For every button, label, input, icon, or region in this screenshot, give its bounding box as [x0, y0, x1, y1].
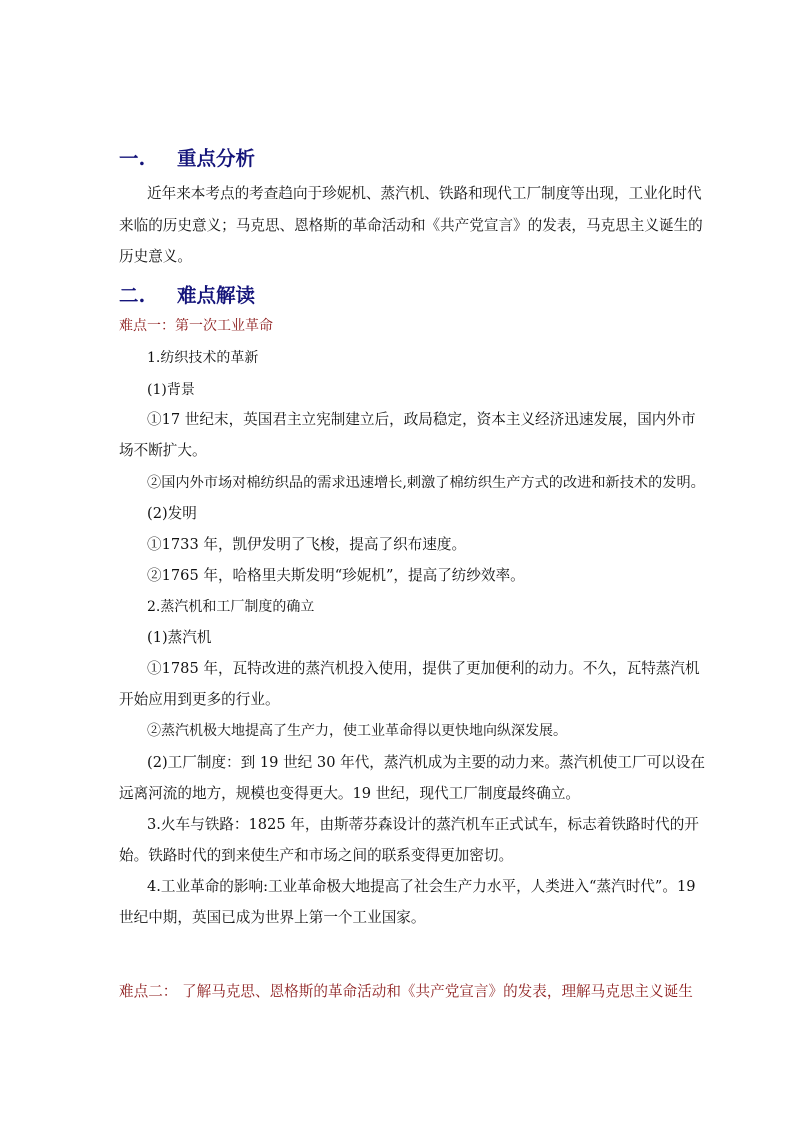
intro-line: 近年来本考点的考查趋向于珍妮机、蒸汽机、铁路和现代工厂制度等出现，工业化时代	[147, 185, 702, 202]
difficulty-two-label: 难点二： 了解马克思、恩格斯的革命活动和《共产党宣言》的发表，理解马克思主义诞生	[119, 983, 693, 1000]
body-line: ①1785 年，瓦特改进的蒸汽机投入使用，提供了更加便利的动力。不久，瓦特蒸汽机	[147, 660, 700, 677]
section-number: 二.	[119, 284, 146, 307]
body-line: ②1765 年，哈格里夫斯发明“珍妮机”，提高了纺纱效率。	[147, 567, 525, 584]
body-line: ①1733 年，凯伊发明了飞梭，提高了织布速度。	[147, 536, 467, 553]
body-line: 4.工业革命的影响:工业革命极大地提高了社会生产力水平，人类进入“蒸汽时代”。19	[147, 878, 696, 895]
section-number: 一.	[119, 147, 146, 170]
body-line: 始。铁路时代的到来使生产和市场之间的联系变得更加密切。	[119, 847, 514, 864]
difficulty-one-label: 难点一：第一次工业革命	[119, 318, 273, 334]
body-line: 远离河流的地方，规模也变得更大。19 世纪，现代工厂制度最终确立。	[119, 785, 581, 802]
body-line: 开始应用到更多的行业。	[119, 691, 280, 708]
body-line: (2)发明	[147, 505, 197, 522]
body-line: (1)蒸汽机	[147, 629, 212, 646]
body-line: 1.纺织技术的革新	[147, 350, 259, 366]
section-heading-2	[119, 283, 255, 309]
body-line: 3.火车与铁路：1825 年，由斯蒂芬森设计的蒸汽机车正式试车，标志着铁路时代的开	[147, 816, 699, 833]
body-line: ②蒸汽机极大地提高了生产力，使工业革命得以更快地向纵深发展。	[147, 723, 567, 739]
section-heading-1	[119, 146, 255, 172]
section-title: 重点分析	[177, 147, 256, 170]
body-line: ①17 世纪末，英国君主立宪制建立后，政局稳定，资本主义经济迅速发展，国内外市	[147, 411, 696, 428]
body-line: 世纪中期，英国已成为世界上第一个工业国家。	[119, 909, 426, 926]
section-title: 难点解读	[177, 284, 256, 307]
intro-line: 来临的历史意义；马克思、恩格斯的革命活动和《共产党宣言》的发表，马克思主义诞生的	[119, 217, 703, 234]
body-line: 场不断扩大。	[119, 442, 207, 459]
intro-line: 历史意义。	[119, 248, 192, 265]
body-line: (1)背景	[147, 382, 195, 398]
body-line: 2.蒸汽机和工厂制度的确立	[147, 599, 315, 615]
body-line: ②国内外市场对棉纺织品的需求迅速增长,刺激了棉纺织生产方式的改进和新技术的发明。	[147, 475, 705, 491]
body-line: (2)工厂制度：到 19 世纪 30 年代，蒸汽机成为主要的动力来。蒸汽机使工厂可以设在	[147, 754, 705, 771]
